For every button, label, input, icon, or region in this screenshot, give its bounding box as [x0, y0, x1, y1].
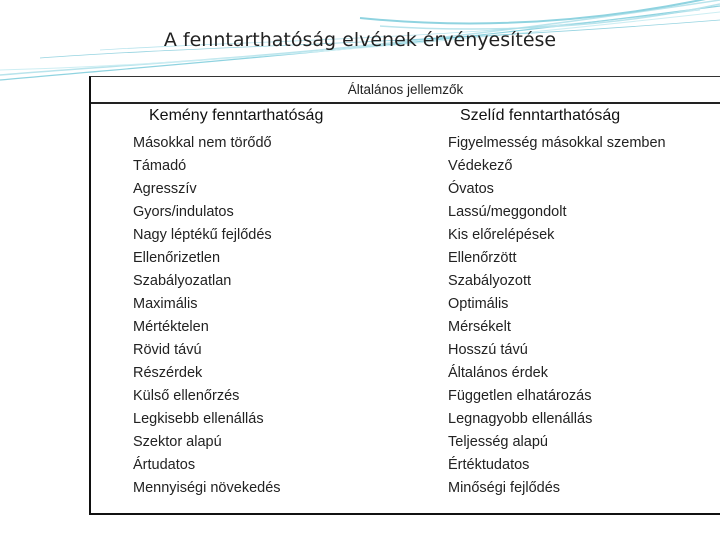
- list-item: Agresszív: [133, 181, 197, 197]
- list-item: Szektor alapú: [133, 434, 222, 450]
- list-item: Rövid távú: [133, 342, 202, 358]
- list-item: Másokkal nem törődő: [133, 135, 272, 151]
- list-item: Maximális: [133, 296, 198, 312]
- list-item: Ártudatos: [133, 457, 196, 473]
- list-item: Kis előrelépések: [448, 227, 555, 243]
- list-item: Gyors/indulatos: [133, 204, 234, 220]
- right-column-heading: Szelíd fenntarthatóság: [460, 107, 621, 124]
- list-item: Mérsékelt: [448, 319, 511, 335]
- list-item: Mértéktelen: [133, 319, 209, 335]
- list-item: Nagy léptékű fejlődés: [133, 227, 272, 243]
- table-header: Általános jellemzők: [91, 77, 720, 104]
- comparison-table: [89, 76, 720, 515]
- list-item: Teljesség alapú: [448, 434, 548, 450]
- list-item: Lassú/meggondolt: [448, 204, 567, 220]
- list-item: Minőségi fejlődés: [448, 480, 561, 496]
- list-item: Független elhatározás: [448, 388, 592, 404]
- left-column-heading: Kemény fenntarthatóság: [149, 107, 324, 124]
- list-item: Védekező: [448, 158, 513, 174]
- list-item: Általános érdek: [448, 365, 548, 381]
- list-item: Részérdek: [133, 365, 203, 381]
- list-item: Legkisebb ellenállás: [133, 411, 264, 427]
- list-item: Mennyiségi növekedés: [133, 480, 281, 496]
- list-item: Külső ellenőrzés: [133, 388, 240, 404]
- list-item: Figyelmesség másokkal szemben: [448, 135, 666, 151]
- list-item: Szabályozott: [448, 273, 532, 289]
- left-column-list: [133, 132, 281, 500]
- list-item: Értéktudatos: [448, 457, 530, 473]
- list-item: Optimális: [448, 296, 509, 312]
- list-item: Ellenőrzött: [448, 250, 517, 266]
- list-item: Hosszú távú: [448, 342, 528, 358]
- list-item: Legnagyobb ellenállás: [448, 411, 593, 427]
- list-item: Óvatos: [448, 181, 494, 197]
- right-column-list: [448, 132, 666, 500]
- list-item: Ellenőrizetlen: [133, 250, 221, 266]
- list-item: Szabályozatlan: [133, 273, 232, 289]
- page-title: A fenntarthatóság elvének érvényesítése: [163, 29, 557, 51]
- list-item: Támadó: [133, 158, 187, 174]
